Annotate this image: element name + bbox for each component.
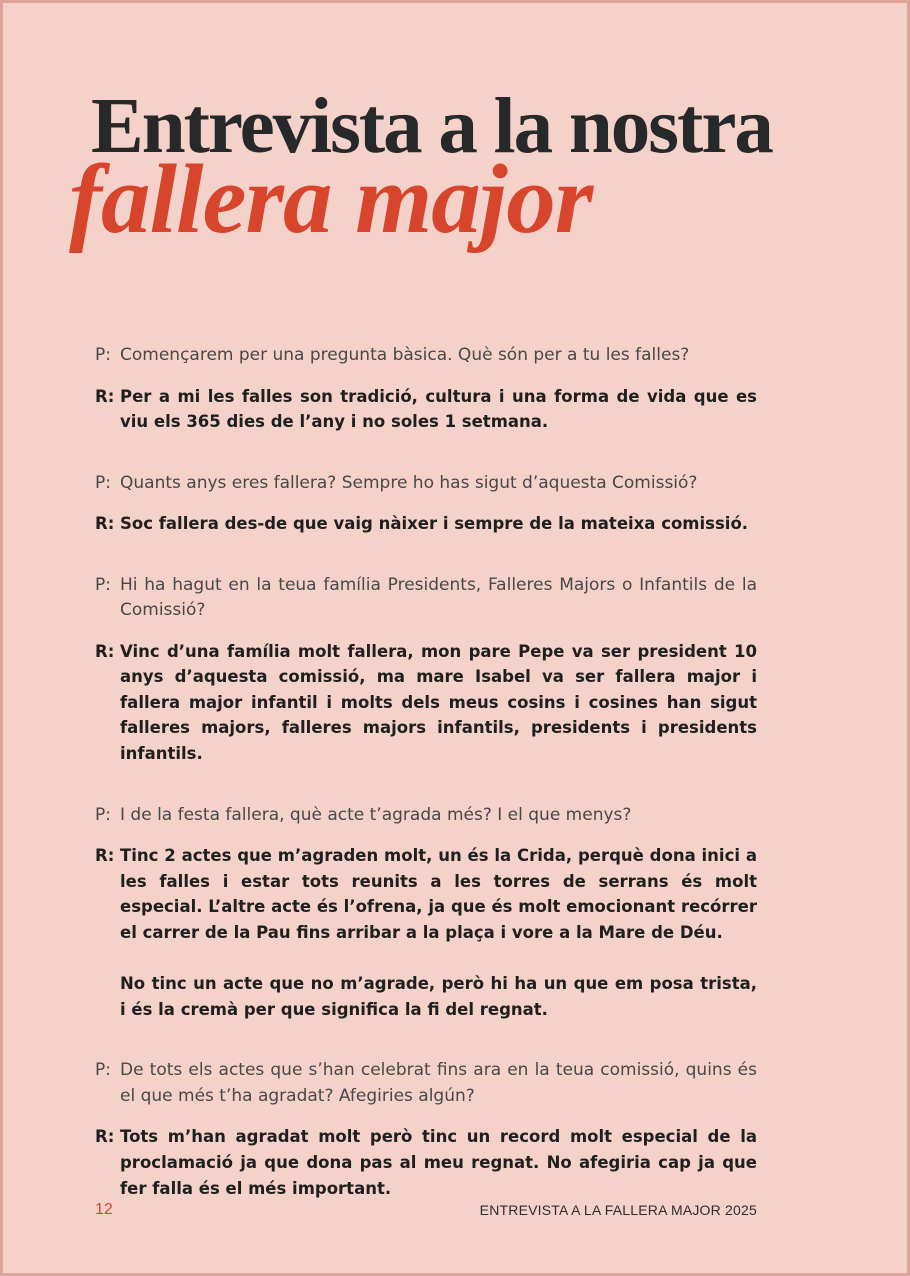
interview-question (95, 1058, 757, 1109)
question-prefix: P: (95, 1060, 111, 1081)
answer-text: No tinc un acte que no m’agrade, però hi ha un que em posa trista, i és la cremà per que significa la fi del regnat. (120, 974, 757, 1019)
page-footer (95, 1201, 757, 1219)
question-prefix: P: (95, 472, 111, 493)
interview-answer (95, 971, 757, 1022)
qa-block (95, 803, 757, 1023)
answer-prefix: R: (95, 641, 115, 661)
interview-answer (95, 511, 757, 537)
qa-block (95, 471, 757, 537)
question-prefix: P: (95, 574, 111, 595)
title-line-2: fallera major (69, 145, 593, 254)
question-text: I de la festa fallera, què acte t’agrada més? I el que menys? (120, 804, 632, 825)
answer-prefix: R: (95, 846, 115, 865)
title-line-1: Entrevista a la nostra (91, 83, 772, 170)
answer-prefix: R: (95, 1127, 115, 1147)
article-title (69, 83, 907, 254)
interview-answer (95, 384, 757, 435)
running-title: ENTREVISTA A LA FALLERA MAJOR 2025 (479, 1202, 757, 1218)
interview-answer (95, 639, 757, 767)
answer-prefix: R: (95, 386, 115, 406)
question-text: De tots els actes que s’han celebrat fins ara en la teua comissió, quins és el que més t’ha agradat? Afegiries algún? (120, 1060, 757, 1106)
answer-text: Vinc d’una família molt fallera, mon pare Pepe va ser president 10 anys d’aquesta comissió, ma mare Isabel va ser fallera major i fallera major infantil i molts dels meus cosins i cosines han sigut falleres majors, falleres majors infantils, presidents i presidents infantils. (120, 641, 757, 763)
question-text: Hi ha hagut en la teua família Presidents, Falleres Majors o Infantils de la Comissió? (120, 574, 757, 621)
page-number: 12 (95, 1201, 113, 1218)
question-text: Quants anys eres fallera? Sempre ho has sigut d’aquesta Comissió? (120, 472, 698, 493)
answer-prefix: R: (95, 514, 115, 534)
question-prefix: P: (95, 804, 111, 825)
interview-answer (95, 1124, 757, 1201)
interview-question (95, 803, 757, 829)
qa-block (95, 573, 757, 767)
answer-text: Soc fallera des-de que vaig nàixer i sempre de la mateixa comissió. (120, 514, 749, 534)
question-text: Començarem per una pregunta bàsica. Què són per a tu les falles? (120, 345, 690, 365)
qa-block (95, 1058, 757, 1201)
interview-question (95, 573, 757, 624)
answer-text: Tots m’han agradat molt però tinc un record molt especial de la proclamació ja que dona pas al meu regnat. No afegiria cap ja que fer falla és el més important. (120, 1127, 757, 1198)
qa-block (95, 343, 757, 435)
answer-text: Tinc 2 actes que m’agraden molt, un és la Crida, perquè dona inici a les falles i estar tots reunits a les torres de serrans és molt especial. L’altre acte és l’ofrena, ja que és molt emocionant recórrer el carrer de la Pau fins arribar a la plaça i vore a la Mare de Déu. (120, 846, 757, 942)
interview-qa-list (95, 343, 757, 1201)
interview-question (95, 343, 757, 369)
answer-text: Per a mi les falles son tradició, cultura i una forma de vida que es viu els 365 dies de l’any i no soles 1 setmana. (120, 386, 757, 432)
interview-answer (95, 843, 757, 945)
interview-question (95, 471, 757, 497)
question-prefix: P: (95, 345, 111, 365)
